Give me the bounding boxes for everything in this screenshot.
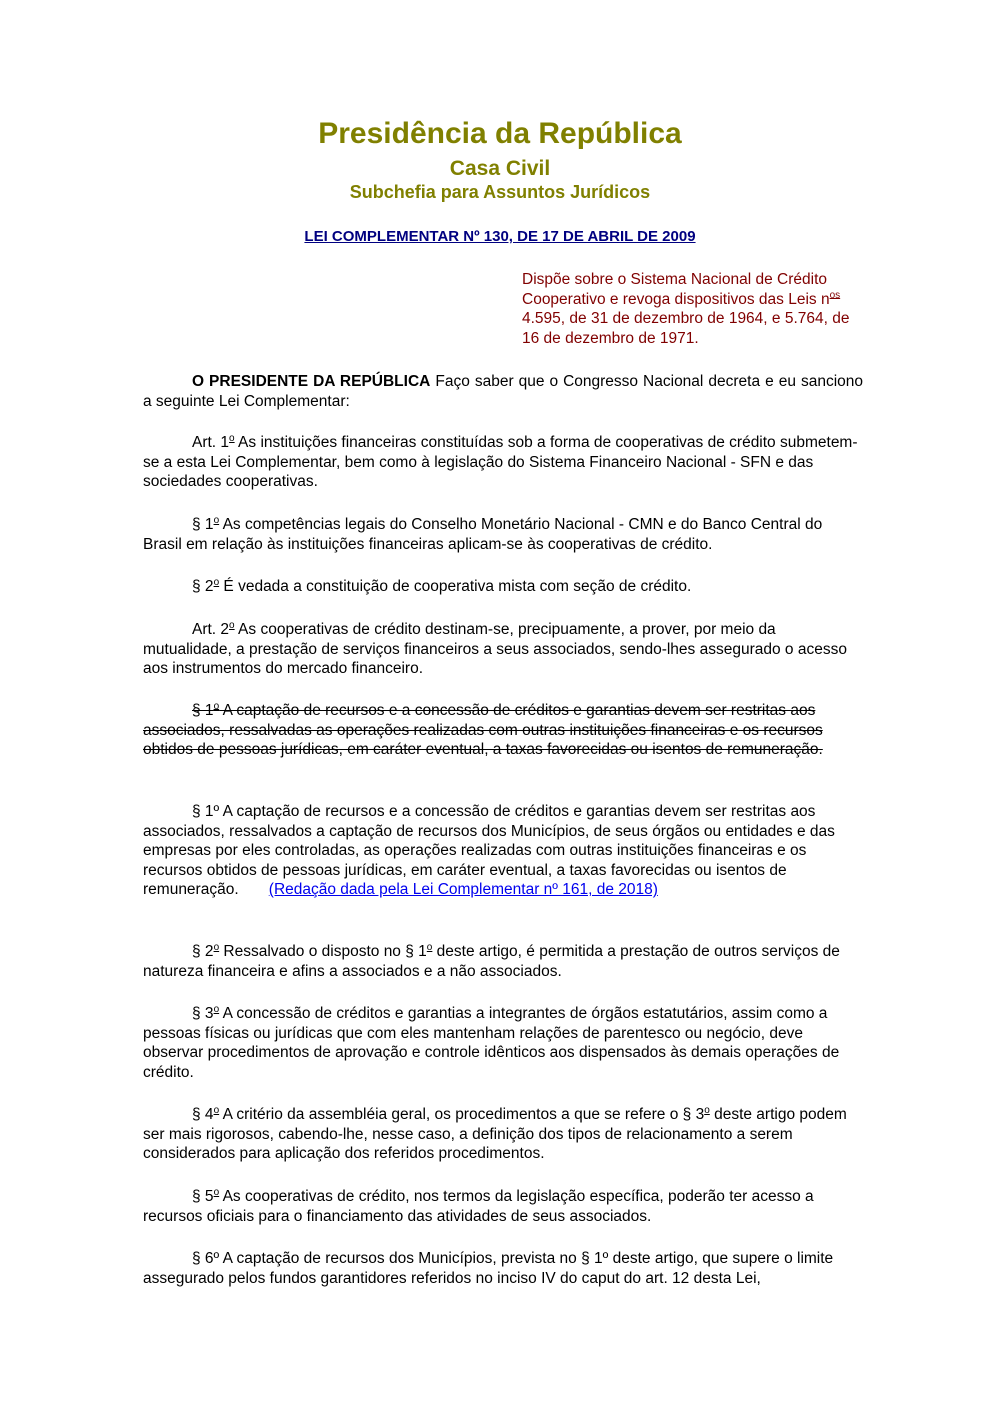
article-1-p2-sup: o	[213, 576, 220, 588]
article-2-paragraph-5	[143, 1187, 863, 1226]
ementa-text-before: Dispõe sobre o Sistema Nacional de Crédito Cooperativo e revoga dispositivos das Leis n	[522, 271, 830, 308]
article-2-p1-label: § 1º	[192, 803, 220, 820]
article-2-p6-label: § 6º	[192, 1250, 220, 1267]
article-2-p2-text-a: Ressalvado o disposto no § 1	[219, 943, 427, 960]
article-2-p4-sup: o	[213, 1104, 220, 1116]
law-title-link[interactable]: LEI COMPLEMENTAR Nº 130, DE 17 DE ABRIL DE 2009	[304, 228, 696, 245]
article-2-paragraph-1	[143, 802, 863, 900]
article-2-p3-text: A concessão de créditos e garantias a integrantes de órgãos estatutários, assim como a pessoas físicas ou jurídicas que com eles mantenham relações de parentesco ou negócio, deve observar procedimentos de aprovação e controle idênticos aos dispensados às demais operações de crédito.	[143, 1005, 840, 1081]
article-1-p1-sup: o	[213, 514, 220, 526]
article-2-label: Art. 2	[192, 621, 230, 638]
ementa	[522, 270, 862, 348]
amendment-link[interactable]: (Redação dada pela Lei Complementar nº 161, de 2018)	[268, 881, 658, 898]
article-2-paragraph-2	[143, 942, 863, 981]
ementa-sup: os	[829, 289, 841, 301]
ementa-text-after: 4.595, de 31 de dezembro de 1964, e 5.764, de 16 de dezembro de 1971.	[522, 310, 850, 347]
article-2-p2-label: § 2	[192, 943, 214, 960]
article-2-p3-sup: o	[213, 1003, 220, 1015]
article-2-sup: o	[229, 619, 235, 631]
article-1-paragraph-2	[143, 577, 863, 597]
article-2	[143, 620, 863, 679]
article-1-p1-text: As competências legais do Conselho Monetário Nacional - CMN e do Banco Central do Brasil em relação às instituições financeiras aplicam-se às cooperativas de crédito.	[143, 516, 823, 553]
article-2-paragraph-3	[143, 1004, 863, 1082]
article-1-p2-label: § 2	[192, 578, 214, 595]
article-2-p1-text: A captação de recursos e a concessão de créditos e garantias devem ser restritas aos associados, ressalvados a captação de recursos dos Municípios, de seus órgãos ou entidades e das empresas por eles controladas, as operações realizadas com outras instituições financeiras e os recursos obtidos de pessoas jurídicas, em caráter eventual, a taxas favorecidas ou isentos de remuneração.	[143, 803, 835, 898]
article-2-p3-label: § 3	[192, 1005, 214, 1022]
article-2-p4-sup2: o	[704, 1104, 710, 1116]
article-2-paragraph-1-revoked	[143, 701, 863, 760]
article-1-p2-text: É vedada a constituição de cooperativa mista com seção de crédito.	[219, 578, 692, 595]
preamble-text: Faço saber que o Congresso Nacional decreta e eu sanciono a seguinte Lei Complementar:	[143, 373, 863, 410]
article-2-p5-sup: o	[213, 1186, 220, 1198]
article-1	[143, 433, 863, 492]
article-1-text: As instituições financeiras constituídas sob a forma de cooperativas de crédito submetem-se a esta Lei Complementar, bem como à legislação do Sistema Financeiro Nacional - SFN e das sociedades cooperativas.	[143, 434, 858, 490]
article-2-p1-revoked-sup: o	[213, 700, 220, 712]
article-2-p2-sup2: o	[426, 941, 433, 953]
header-subchefia: Subchefia para Assuntos Jurídicos	[349, 182, 651, 202]
article-2-p2-text-b: deste artigo, é permitida a prestação de outros serviços de natureza financeira e afins a associados e a não associados.	[143, 943, 840, 980]
preamble-lead: O PRESIDENTE DA REPÚBLICA	[192, 373, 431, 390]
header-subtitle: Casa Civil	[449, 157, 551, 180]
preamble	[143, 372, 863, 411]
article-2-p4-text-a: A critério da assembléia geral, os procedimentos a que se refere o § 3	[219, 1106, 705, 1123]
article-1-label: Art. 1	[192, 434, 230, 451]
article-2-p2-sup: o	[213, 941, 220, 953]
article-2-p4-label: § 4	[192, 1106, 214, 1123]
article-2-p6-text: A captação de recursos dos Municípios, prevista no § 1º deste artigo, que supere o limite assegurado pelos fundos garantidores referidos no inciso IV do caput do art. 12 desta Lei,	[143, 1250, 834, 1287]
article-2-p5-label: § 5	[192, 1188, 214, 1205]
article-1-sup: o	[229, 432, 235, 444]
article-1-p1-label: § 1	[192, 516, 214, 533]
article-2-p1-revoked-text: A captação de recursos e a concessão de créditos e garantias devem ser restritas aos associados, ressalvadas as operações realizadas com outras instituições financeiras e os recursos obtidos de pessoas jurídicas, em caráter eventual, a taxas favorecidas ou isentos de remuneração.	[143, 702, 823, 758]
article-2-p5-text: As cooperativas de crédito, nos termos da legislação específica, poderão ter acesso a recursos oficiais para o financiamento das atividades de seus associados.	[143, 1188, 814, 1225]
article-2-paragraph-6	[143, 1249, 863, 1288]
article-2-text: As cooperativas de crédito destinam-se, precipuamente, a prover, por meio da mutualidade, a prestação de serviços financeiros a seus associados, sendo-lhes assegurado o acesso aos instrumentos do mercado financeiro.	[143, 621, 847, 677]
article-1-paragraph-1	[143, 515, 863, 554]
article-2-paragraph-4	[143, 1105, 863, 1164]
article-2-p4-text-b: deste artigo podem ser mais rigorosos, cabendo-lhe, nesse caso, a definição dos tipos de relacionamento a serem considerados para aplicação dos referidos procedimentos.	[143, 1106, 847, 1162]
article-2-p1-revoked-label: § 1	[192, 702, 214, 719]
header-title: Presidência da República	[318, 117, 682, 150]
